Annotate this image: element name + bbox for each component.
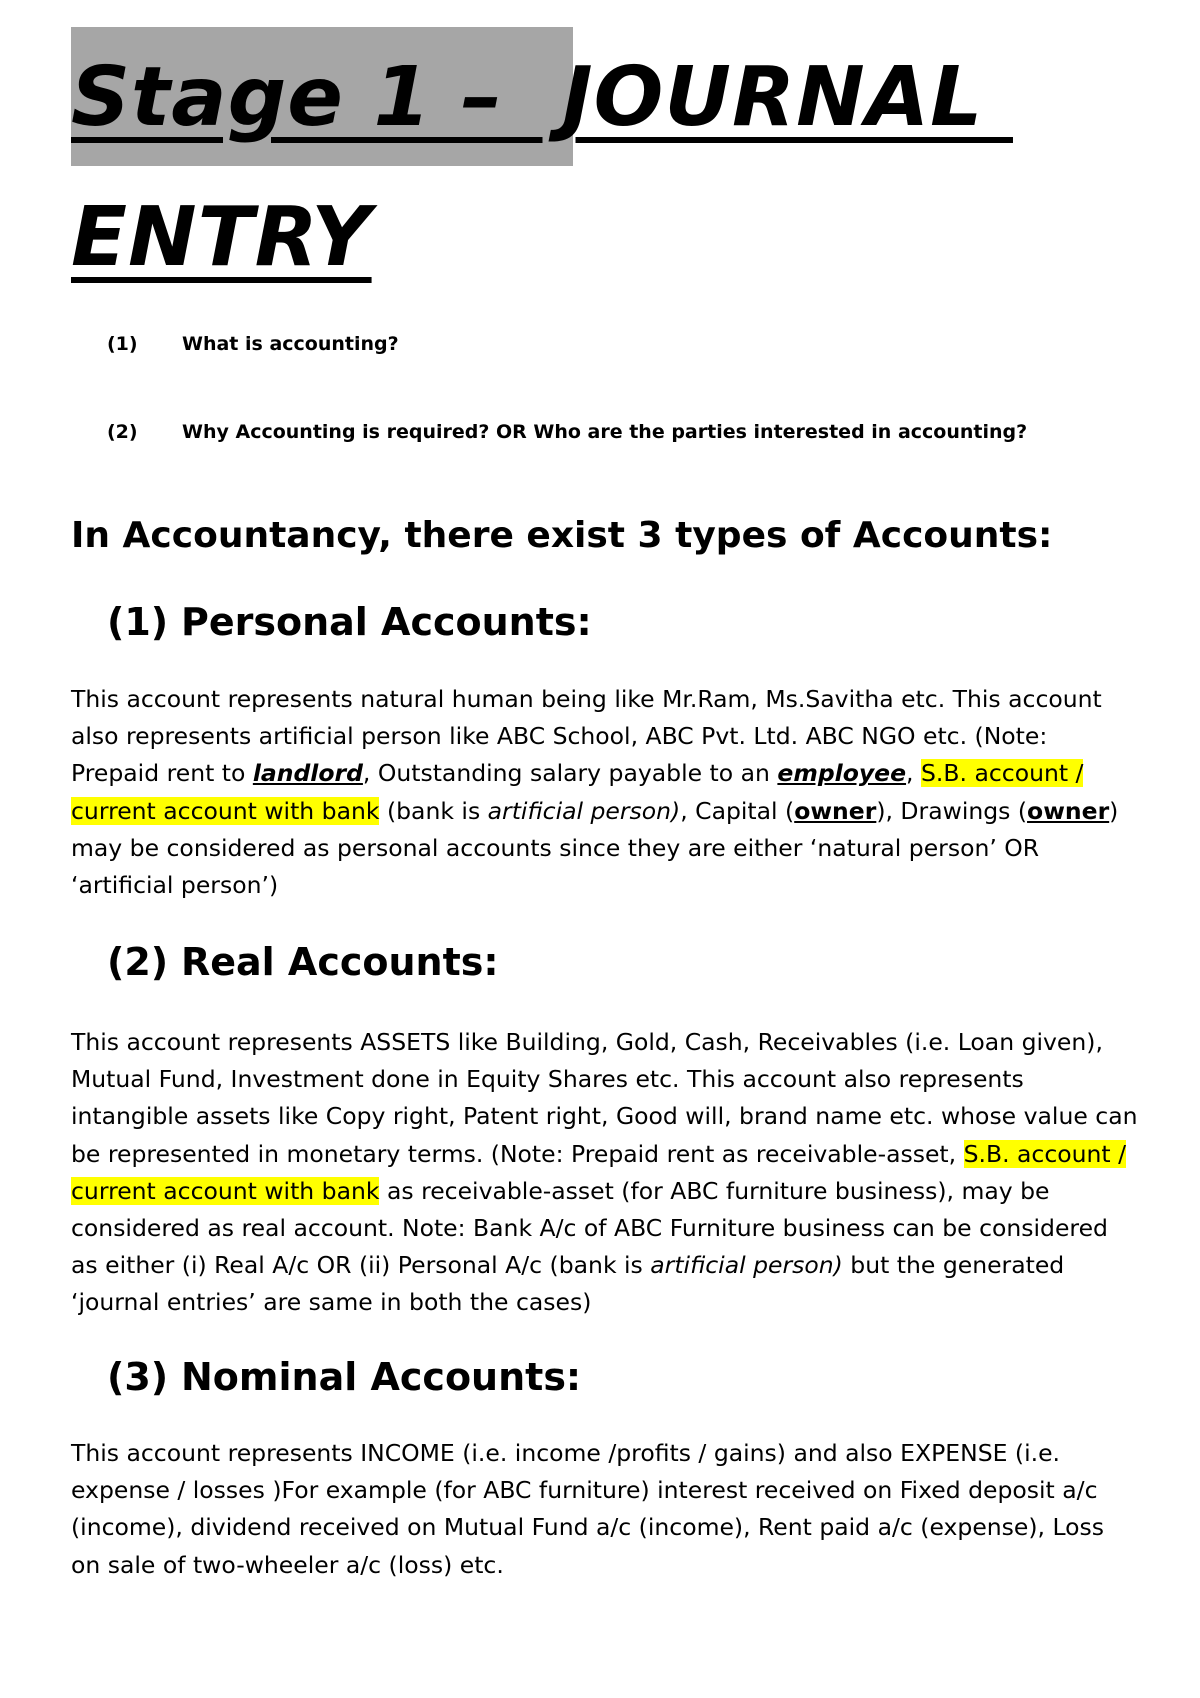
emphasized-text: artificial person)	[487, 796, 681, 825]
text-run: ), Drawings (	[876, 796, 1028, 825]
section-number: (1)	[107, 600, 169, 644]
paragraph-line	[71, 1210, 1191, 1247]
text-run: but the generated	[842, 1251, 1065, 1280]
text-run: , Capital (	[680, 796, 795, 825]
highlighted-text: current account with bank	[71, 796, 380, 825]
paragraph-line	[71, 1061, 1191, 1098]
emphasized-text: owner	[1027, 796, 1110, 825]
emphasized-text: landlord	[252, 759, 363, 788]
paragraph-line	[71, 793, 1191, 830]
text-run: This account represents natural human being like Mr.Ram, Ms.Savitha etc. This account	[71, 685, 1102, 713]
question-1	[107, 331, 399, 357]
text-run: as receivable-asset (for ABC furniture business), may be	[379, 1176, 1050, 1205]
paragraph-line	[71, 1024, 1191, 1061]
page-title-line-2: ENTRY	[71, 190, 372, 285]
paragraph-line	[71, 755, 1191, 792]
section-number: (3)	[107, 1355, 169, 1399]
text-run: (bank is	[379, 796, 488, 825]
paragraph-line	[71, 681, 1191, 718]
text-run: ,	[906, 759, 921, 788]
section-paragraph-nominal	[71, 1435, 1191, 1584]
text-run: expense / losses )For example (for ABC furniture) interest received on Fixed deposit a/c	[71, 1476, 1098, 1505]
paragraph-line	[71, 1435, 1191, 1472]
section-number: (2)	[107, 940, 169, 984]
paragraph-line	[71, 718, 1191, 755]
paragraph-line	[71, 1284, 1191, 1321]
paragraph-line	[71, 830, 1191, 867]
question-text: Why Accounting is required? OR Who are the parties interested in accounting?	[182, 421, 1028, 443]
paragraph-line	[71, 1173, 1191, 1210]
question-2	[107, 419, 1027, 445]
intro-heading: In Accountancy, there exist 3 types of Accounts:	[71, 515, 1053, 556]
text-run: ‘journal entries’ are same in both the cases)	[71, 1288, 592, 1317]
text-run: This account represents INCOME (i.e. income /profits / gains) and also EXPENSE (i.e.	[71, 1439, 1061, 1467]
section-title: Nominal Accounts:	[181, 1355, 582, 1399]
text-run: be represented in monetary terms. (Note: Prepaid rent as receivable-asset,	[71, 1139, 964, 1168]
highlighted-text: current account with bank	[71, 1176, 380, 1205]
highlighted-text: S.B. account /	[921, 759, 1084, 788]
text-run: on sale of two-wheeler a/c (loss) etc.	[71, 1550, 504, 1579]
section-paragraph-real	[71, 1024, 1191, 1322]
section-heading-real	[107, 937, 499, 987]
section-heading-nominal	[107, 1352, 581, 1402]
question-number: (1)	[107, 333, 138, 355]
highlighted-text: S.B. account /	[963, 1139, 1127, 1168]
text-run: ‘artificial person’)	[71, 870, 279, 899]
paragraph-line	[71, 1547, 1191, 1584]
emphasized-text: owner	[794, 796, 877, 825]
question-text: What is accounting?	[182, 333, 399, 355]
text-run: )	[1109, 796, 1119, 825]
page-title-line-1: Stage 1 – JOURNAL	[71, 50, 1013, 145]
text-run: also represents artificial person like ABC School, ABC Pvt. Ltd. ABC NGO etc. (Note:	[71, 722, 1048, 751]
text-run: This account represents ASSETS like Building, Gold, Cash, Receivables (i.e. Loan given),	[71, 1028, 1103, 1056]
paragraph-line	[71, 867, 1191, 904]
paragraph-line	[71, 1509, 1191, 1546]
text-run: considered as real account. Note: Bank A/c of ABC Furniture business can be considered	[71, 1213, 1108, 1242]
emphasized-text: employee	[777, 759, 907, 788]
text-run: may be considered as personal accounts since they are either ‘natural person’ OR	[71, 833, 1040, 862]
text-run: Mutual Fund, Investment done in Equity Shares etc. This account also represents	[71, 1065, 1024, 1094]
section-title: Real Accounts:	[181, 940, 499, 984]
text-run: (income), dividend received on Mutual Fund a/c (income), Rent paid a/c (expense), Loss	[71, 1513, 1105, 1542]
paragraph-line	[71, 1472, 1191, 1509]
paragraph-line	[71, 1098, 1191, 1135]
paragraph-line	[71, 1247, 1191, 1284]
question-number: (2)	[107, 421, 138, 443]
section-heading-personal	[107, 597, 592, 647]
emphasized-text: artificial person)	[650, 1251, 843, 1280]
section-paragraph-personal	[71, 681, 1191, 904]
text-run: , Outstanding salary payable to an	[362, 759, 778, 788]
text-run: intangible assets like Copy right, Patent right, Good will, brand name etc. whose value can	[71, 1102, 1138, 1131]
section-title: Personal Accounts:	[181, 600, 592, 644]
paragraph-line	[71, 1136, 1191, 1173]
text-run: as either (i) Real A/c OR (ii) Personal A/c (bank is	[71, 1251, 651, 1280]
text-run: Prepaid rent to	[71, 759, 253, 788]
